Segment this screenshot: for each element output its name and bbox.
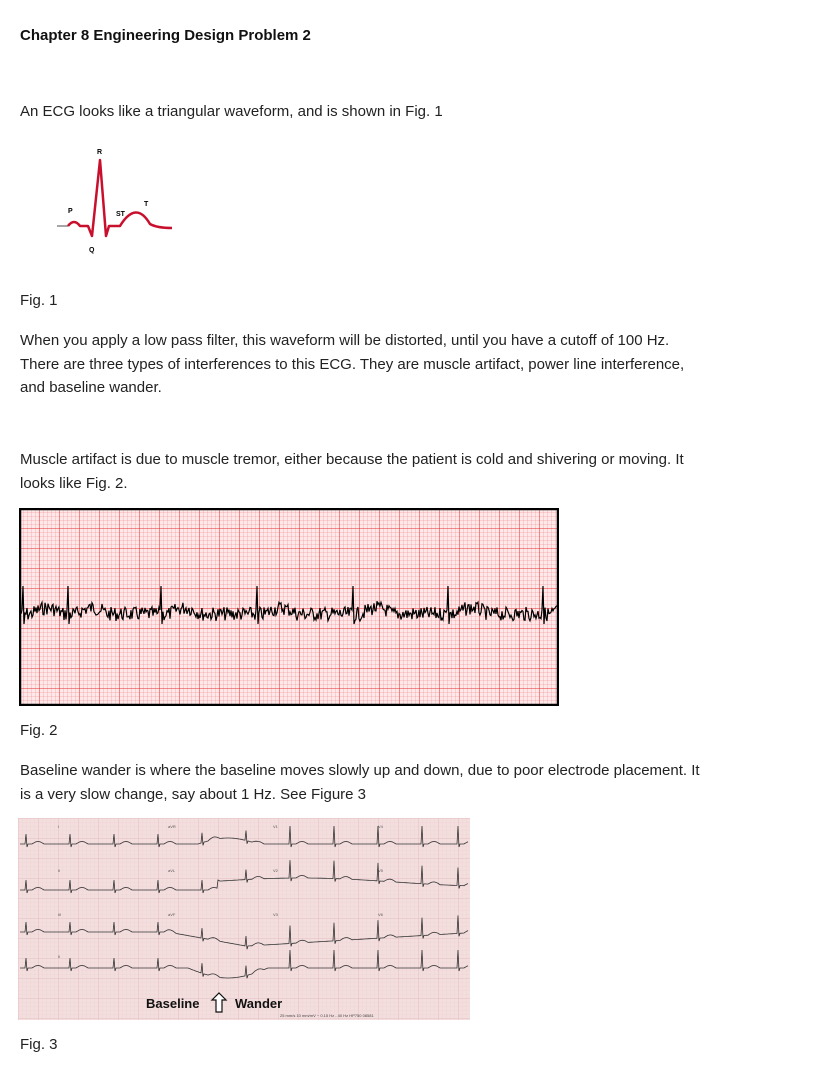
fig3-lead-label: aVR bbox=[168, 824, 176, 829]
fig1-label-q: Q bbox=[89, 247, 95, 254]
fig3-lead-label: V4 bbox=[378, 824, 383, 829]
fig3-lead-label: V2 bbox=[273, 868, 278, 873]
baseline-line-1: Baseline wander is where the baseline moves slowly up and down, due to poor electrode placement. It bbox=[20, 762, 700, 779]
fig3-lead-label: aVF bbox=[168, 912, 176, 917]
fig3-lead-label: V1 bbox=[273, 824, 278, 829]
fig1-label-r: R bbox=[97, 149, 103, 156]
fig3-footer-text: 25 mm/s 10 mm/mV ~ 0.15 Hz - 40 Hz HP750 08581 bbox=[280, 1013, 374, 1018]
lowpass-line-2: There are three types of interferences to this ECG. They are muscle artifact, power line interference, bbox=[20, 355, 685, 373]
fig3-lead-label: I bbox=[58, 824, 60, 829]
lowpass-line-1: When you apply a low pass filter, this waveform will be distorted, until you have a cutoff of 100 Hz. bbox=[20, 332, 670, 349]
baseline-line-2: is a very slow change, say about 1 Hz. See Figure 3 bbox=[20, 785, 367, 803]
fig1-ecg-wave bbox=[68, 160, 172, 236]
lowpass-paragraph bbox=[20, 329, 790, 400]
fig3-lead-label: II bbox=[58, 868, 61, 873]
muscle-line-2: looks like Fig. 2. bbox=[20, 474, 128, 492]
fig3-annotation-wander: Wander bbox=[235, 996, 283, 1011]
fig3-lead-label: V5 bbox=[378, 868, 383, 873]
fig1-label-p: P bbox=[68, 208, 73, 215]
fig2-caption: Fig. 2 bbox=[20, 722, 58, 739]
fig3-lead-label: III bbox=[58, 912, 62, 917]
fig3-baseline-wander-ecg bbox=[18, 818, 470, 1020]
fig3-annotation-baseline: Baseline bbox=[146, 996, 200, 1011]
fig1-label-st: ST bbox=[116, 211, 125, 218]
fig3-lead-label: V6 bbox=[378, 912, 383, 917]
fig3-lead-label: V3 bbox=[273, 912, 278, 917]
fig3-lead-label: II bbox=[58, 954, 61, 959]
muscle-paragraph bbox=[20, 448, 790, 495]
intro-paragraph: An ECG looks like a triangular waveform, and is shown in Fig. 1 bbox=[20, 103, 443, 120]
baseline-paragraph bbox=[20, 759, 790, 806]
fig3-caption: Fig. 3 bbox=[20, 1036, 58, 1053]
muscle-line-1: Muscle artifact is due to muscle tremor, either because the patient is cold and shivering or moving. It bbox=[20, 451, 684, 468]
fig1-ecg-diagram bbox=[52, 140, 182, 260]
page-title: Chapter 8 Engineering Design Problem 2 bbox=[20, 27, 311, 44]
fig3-grid bbox=[18, 818, 470, 1020]
fig1-label-t: T bbox=[144, 201, 149, 208]
fig1-caption: Fig. 1 bbox=[20, 292, 58, 309]
fig2-muscle-artifact-strip bbox=[19, 508, 559, 706]
fig3-lead-label: aVL bbox=[168, 868, 176, 873]
lowpass-line-3: and baseline wander. bbox=[20, 379, 162, 396]
